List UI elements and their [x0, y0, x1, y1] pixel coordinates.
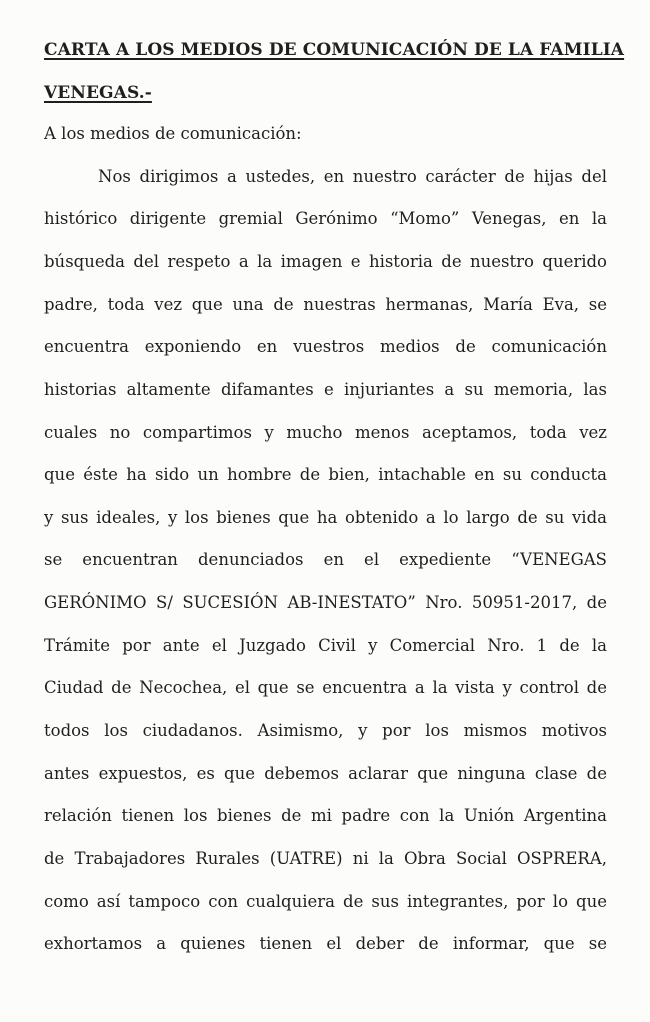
body-line: Nos dirigimos a ustedes, en nuestro carácter de hijas del — [98, 167, 607, 186]
body-line: como así tampoco con cualquiera de sus integrantes, por lo que — [44, 892, 607, 911]
body-line: de Trabajadores Rurales (UATRE) ni la Obra Social OSPRERA, — [44, 849, 607, 868]
body-line: GERÓNIMO S/ SUCESIÓN AB-INESTATO” Nro. 50951-2017, de — [44, 593, 607, 612]
body-line: Trámite por ante el Juzgado Civil y Comercial Nro. 1 de la — [44, 636, 607, 655]
letter-title-line-2: VENEGAS.- — [44, 83, 152, 103]
body-line: histórico dirigente gremial Gerónimo “Momo” Venegas, en la — [44, 209, 607, 228]
body-line: búsqueda del respeto a la imagen e historia de nuestro querido — [44, 252, 607, 271]
body-line: exhortamos a quienes tienen el deber de informar, que se — [44, 934, 607, 953]
body-line: historias altamente difamantes e injuriantes a su memoria, las — [44, 380, 607, 399]
body-line: que éste ha sido un hombre de bien, intachable en su conducta — [44, 465, 607, 484]
body-line: cuales no compartimos y mucho menos aceptamos, toda vez — [44, 423, 607, 442]
body-line: todos los ciudadanos. Asimismo, y por los mismos motivos — [44, 721, 607, 740]
salutation: A los medios de comunicación: — [44, 124, 302, 143]
body-line: antes expuestos, es que debemos aclarar que ninguna clase de — [44, 764, 607, 783]
body-line: padre, toda vez que una de nuestras hermanas, María Eva, se — [44, 295, 607, 314]
body-line: encuentra exponiendo en vuestros medios de comunicación — [44, 337, 607, 356]
body-line: se encuentran denunciados en el expediente “VENEGAS — [44, 550, 607, 569]
body-line: relación tienen los bienes de mi padre con la Unión Argentina — [44, 806, 607, 825]
letter-title-line-1: CARTA A LOS MEDIOS DE COMUNICACIÓN DE LA FAMILIA — [44, 40, 625, 60]
body-line: Ciudad de Necochea, el que se encuentra a la vista y control de — [44, 678, 607, 697]
body-line: y sus ideales, y los bienes que ha obtenido a lo largo de su vida — [44, 508, 607, 527]
